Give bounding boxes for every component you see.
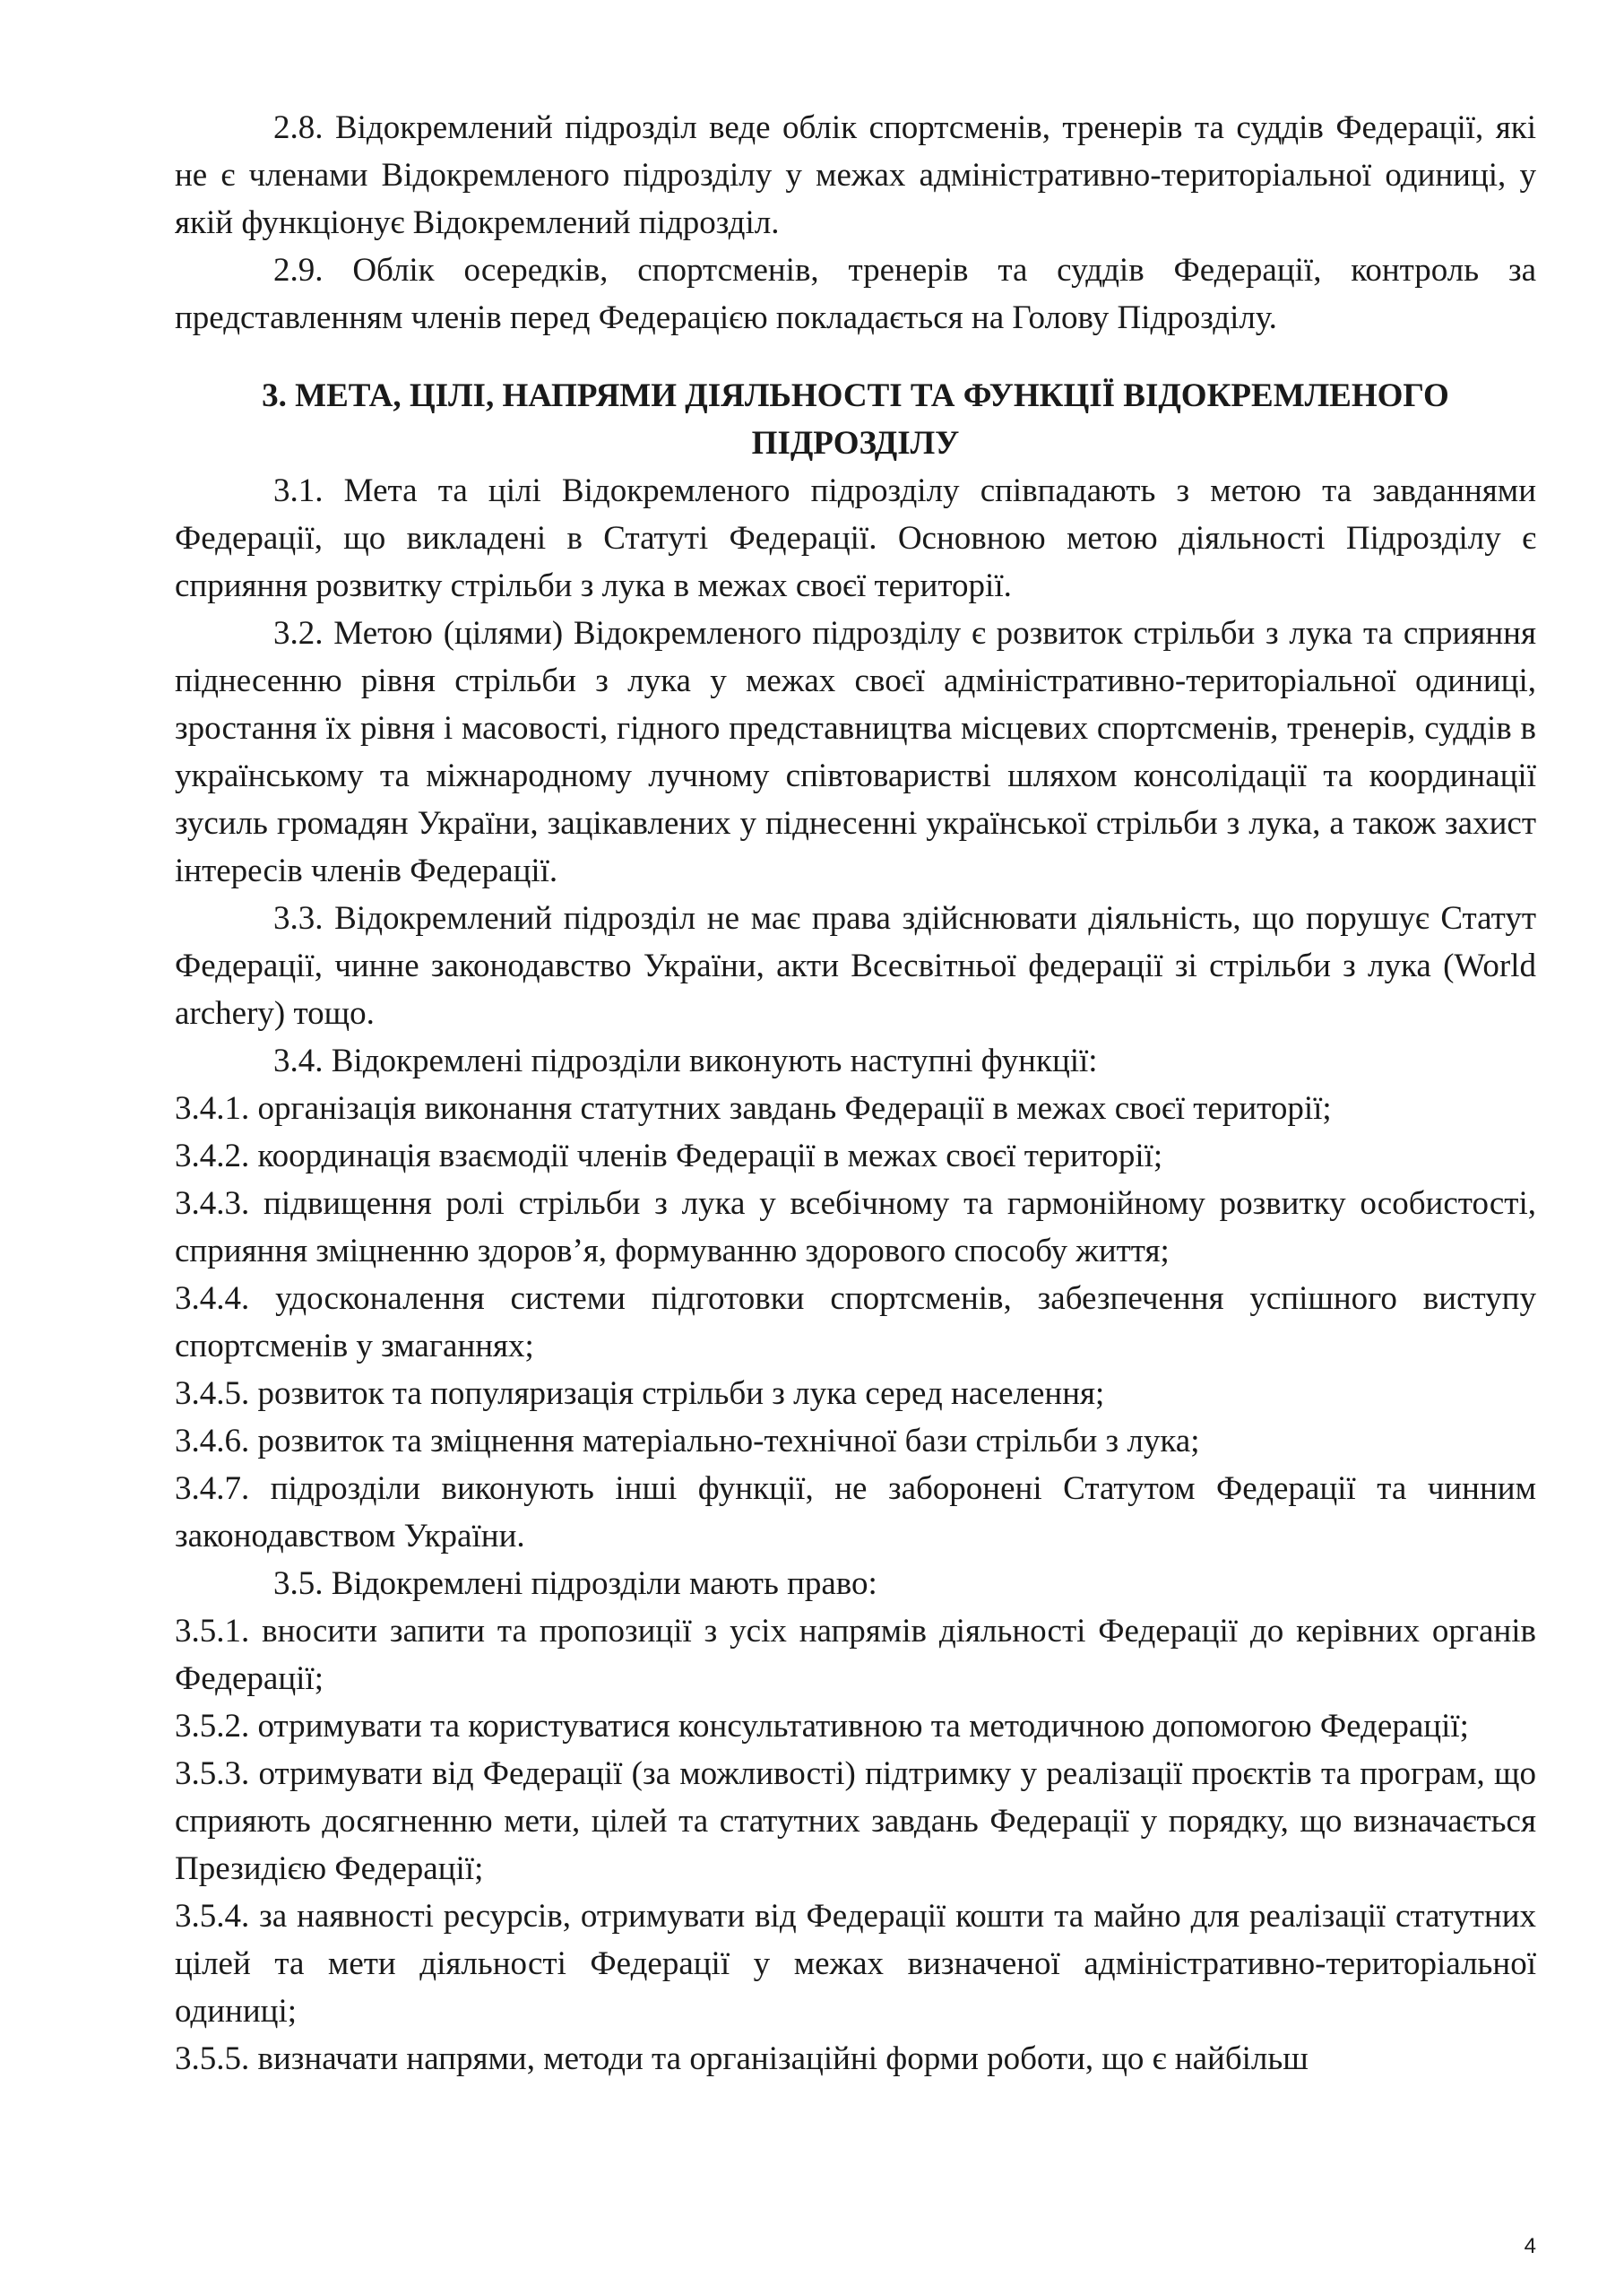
list-item-3-4-6: 3.4.6. розвиток та зміцнення матеріально-технічної бази стрільби з лука; (175, 1423, 1200, 1459)
paragraph-3-5: 3.5. Відокремлені підрозділи мають право: (273, 1565, 877, 1602)
paragraph-3-1: 3.1. Мета та цілі Відокремленого підрозділу співпадають з метою та завданнями Федерації, що викладені в Статуті Федерації. Основною метою діяльності Підрозділу є сприяння розвитку стрільби з лука в межах своєї території. (175, 472, 1536, 604)
list-item-3-5-3: 3.5.3. отримувати від Федерації (за можливості) підтримку у реалізації проєктів та програм, що сприяють досягненню мети, цілей та статутних завдань Федерації у порядку, що визначається Президією Федерації; (175, 1755, 1536, 1887)
paragraph-3-2: 3.2. Метою (цілями) Відокремленого підрозділу є розвиток стрільби з лука та сприяння піднесенню рівня стрільби з лука у межах своєї адміністративно-територіальної одиниці, зростання їх рівня і масовості, гідного представництва місцевих спортсменів, тренерів, суддів в українському та міжнародному лучному співтоваристві шляхом консолідації та координації зусиль громадян України, зацікавлених у піднесенні української стрільби з лука, а також захист інтересів членів Федерації. (175, 615, 1536, 889)
list-item-3-4-1: 3.4.1. організація виконання статутних завдань Федерації в межах своєї території; (175, 1090, 1332, 1127)
section-3-heading-line2: ПІДРОЗДІЛУ (751, 425, 960, 462)
list-item-3-4-4: 3.4.4. удосконалення системи підготовки спортсменів, забезпечення успішного виступу спортсменів у змаганнях; (175, 1280, 1536, 1364)
list-item-3-5-5: 3.5.5. визначати напрями, методи та організаційні форми роботи, що є найбільш (175, 2040, 1309, 2077)
list-item-3-5-2: 3.5.2. отримувати та користуватися консультативною та методичною допомогою Федерації; (175, 1708, 1469, 1745)
page-number: 4 (1524, 2234, 1536, 2258)
paragraph-2-8: 2.8. Відокремлений підрозділ веде облік спортсменів, тренерів та суддів Федерації, які не є членами Відокремленого підрозділу у межах адміністративно-територіальної одиниці, у якій функціонує Відокремлений підрозділ. (175, 109, 1536, 241)
list-item-3-5-4: 3.5.4. за наявності ресурсів, отримувати від Федерації кошти та майно для реалізації статутних цілей та мети діяльності Федерації у межах визначеної адміністративно-територіальної одиниці; (175, 1898, 1536, 2030)
paragraph-3-4: 3.4. Відокремлені підрозділи виконують наступні функції: (273, 1043, 1098, 1079)
paragraph-3-3: 3.3. Відокремлений підрозділ не має права здійснювати діяльність, що порушує Статут Федерації, чинне законодавство України, акти Всесвітньої федерації зі стрільби з лука (World archery) тощо. (175, 900, 1536, 1032)
list-item-3-4-2: 3.4.2. координація взаємодії членів Федерації в межах своєї території; (175, 1138, 1163, 1174)
list-item-3-4-7: 3.4.7. підрозділи виконують інші функції, не заборонені Статутом Федерації та чинним законодавством України. (175, 1470, 1536, 1555)
section-3-heading (175, 372, 1536, 467)
list-item-3-4-5: 3.4.5. розвиток та популяризація стрільби з лука серед населення; (175, 1375, 1105, 1412)
list-item-3-5-1: 3.5.1. вносити запити та пропозиції з усіх напрямів діяльності Федерації до керівних органів Федерації; (175, 1613, 1536, 1697)
section-3-heading-line1: 3. МЕТА, ЦІЛІ, НАПРЯМИ ДІЯЛЬНОСТІ ТА ФУНКЦІЇ ВІДОКРЕМЛЕНОГО (262, 377, 1449, 414)
list-item-3-4-3: 3.4.3. підвищення ролі стрільби з лука у всебічному та гармонійному розвитку особистості, сприяння зміцненню здоров’я, формуванню здорового способу життя; (175, 1185, 1536, 1269)
paragraph-2-9: 2.9. Облік осередків, спортсменів, тренерів та суддів Федерації, контроль за представленням членів перед Федерацією покладається на Голову Підрозділу. (175, 252, 1536, 336)
